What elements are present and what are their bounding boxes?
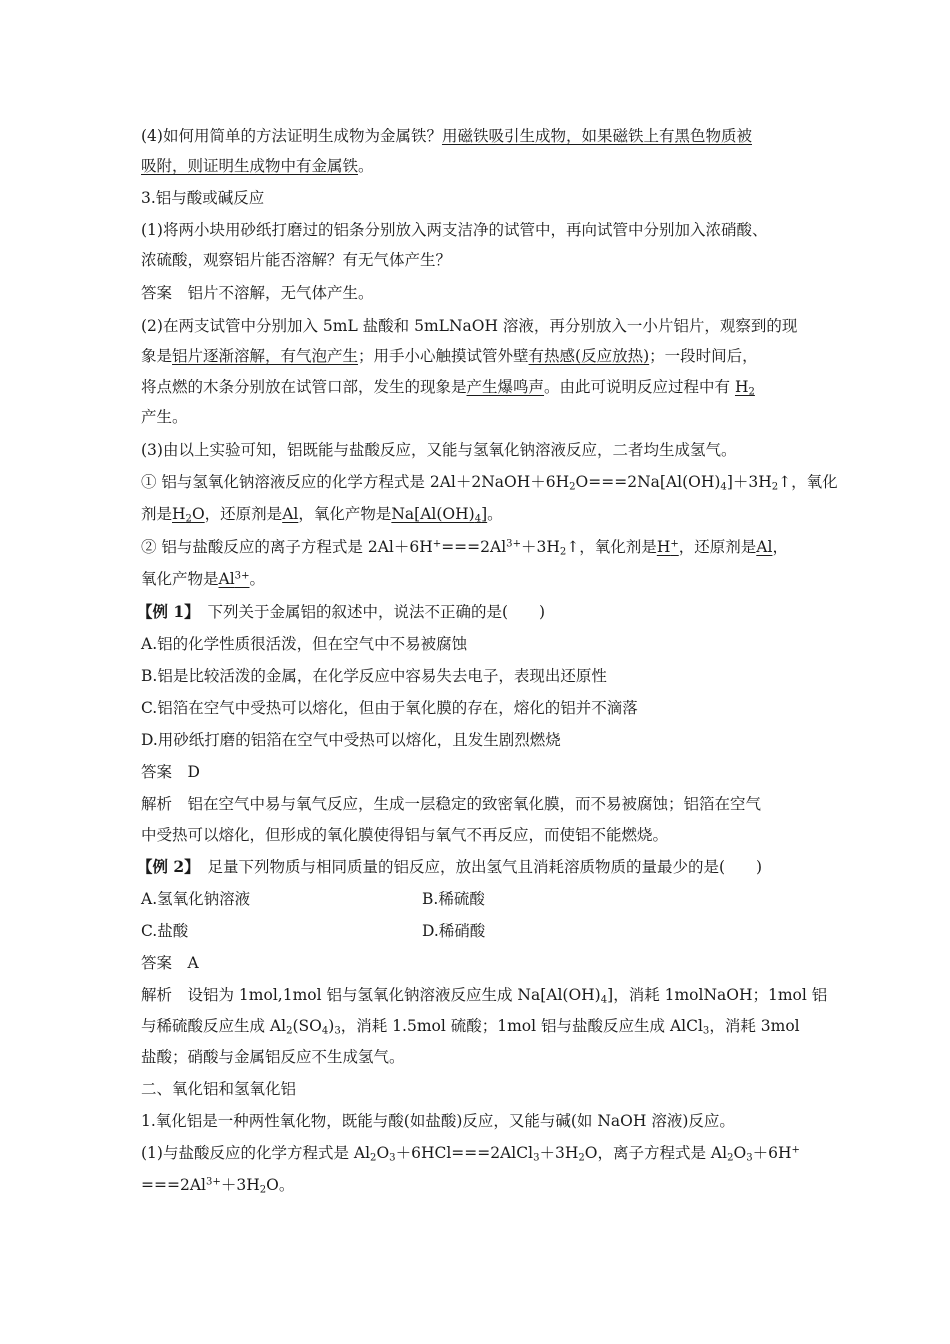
example-2-option-b: B.稀硫酸 — [422, 890, 485, 908]
q4-prefix: (4)如何用简单的方法证明生成物为金属铁？ — [141, 127, 442, 145]
text: 解析 设铝为 1mol,1mol 铝与氢氧化钠溶液反应生成 Na[Al(OH) — [141, 986, 601, 1004]
subscript: 3 — [334, 1025, 341, 1037]
text: Na[Al(OH) — [391, 505, 475, 523]
subscript: 2 — [370, 1152, 377, 1164]
s3q3-eq2-line-1 — [141, 537, 788, 557]
text: 足量下列物质与相同质量的铝反应，放出氢气且消耗溶质物质的量最少的是( ) — [191, 858, 763, 876]
subscript: 3 — [389, 1152, 396, 1164]
example-1-answer: 答案 D — [141, 763, 200, 781]
text: ＋3H — [220, 1176, 260, 1194]
subscript: 2 — [185, 513, 192, 525]
text: O。 — [266, 1176, 295, 1194]
subscript: 3 — [746, 1152, 753, 1164]
text: 下列关于金属铝的叙述中，说法不正确的是( ) — [191, 603, 546, 621]
s3q1-line-2: 浓硫酸，观察铝片能否溶解？有无气体产生？ — [141, 251, 452, 269]
answer-blank: 铝片逐渐溶解，有气泡产生 — [172, 347, 359, 365]
subscript: 2 — [748, 386, 755, 398]
q4-answer-underlined-cont: 吸附，则证明生成物中有金属铁 — [141, 157, 359, 175]
answer-blank: Al — [282, 505, 299, 523]
text: ] — [481, 505, 488, 523]
subscript: 4 — [321, 1025, 329, 1037]
text: O — [191, 505, 205, 523]
text: ]，消耗 1molNaOH；1mol 铝 — [607, 986, 828, 1004]
text: ===2Al — [141, 1176, 206, 1194]
example-2-answer: 答案 A — [141, 954, 199, 972]
s3q2-line-4: 产生。 — [141, 408, 188, 426]
text: O — [733, 1144, 747, 1162]
text: ② 铝与盐酸反应的离子方程式是 2Al＋6H — [141, 538, 433, 556]
text: ，消耗 1.5mol 硫酸；1mol 铝与盐酸反应生成 AlCl — [340, 1017, 703, 1035]
text: ＋6H — [752, 1144, 792, 1162]
subscript: 4 — [474, 513, 482, 525]
example-2-analysis-1 — [141, 985, 827, 1005]
superscript: + — [670, 538, 679, 550]
text: ===2Al — [441, 538, 507, 556]
text: ＋3H — [521, 538, 560, 556]
s3q2-line-2 — [141, 346, 758, 366]
s3q3-eq2-line-2 — [141, 569, 265, 589]
s3q1-answer: 答案 铝片不溶解，无气体产生。 — [141, 284, 374, 302]
text: 象是 — [141, 347, 173, 365]
text: ，消耗 3mol — [709, 1017, 800, 1035]
section-two-title: 二、氧化铝和氢氧化铝 — [141, 1080, 297, 1098]
q4-suffix: 。 — [358, 157, 374, 175]
text: ，氧化产物是 — [298, 505, 392, 523]
q4-line-2 — [141, 156, 374, 176]
text: O===2Na[Al(OH) — [575, 473, 721, 491]
text: H — [172, 505, 186, 523]
text: 。 — [249, 570, 266, 588]
text: ＋6HCl===2AlCl — [395, 1144, 534, 1162]
paragraph-1a-line-1 — [141, 1143, 800, 1163]
subscript: 2 — [771, 481, 779, 493]
text: 剂是 — [141, 505, 173, 523]
text: ↑，氧化剂是 — [566, 538, 657, 556]
text: ；一段时间后， — [649, 347, 758, 365]
answer-blank: Al — [756, 538, 773, 556]
subscript: 3 — [533, 1152, 540, 1164]
text: O，离子方程式是 Al — [584, 1144, 728, 1162]
subscript: 2 — [569, 481, 576, 493]
example-1-option-b: B.铝是比较活泼的金属，在化学反应中容易失去电子，表现出还原性 — [141, 667, 607, 685]
answer-blank — [172, 505, 205, 523]
subscript: 4 — [600, 994, 608, 1006]
superscript: 3+ — [234, 570, 250, 582]
text: ↑，氧化 — [778, 473, 838, 491]
q4-answer-underlined: 用磁铁吸引生成物，如果磁铁上有黑色物质被 — [441, 127, 752, 145]
subscript: 3 — [702, 1025, 710, 1037]
subscript: 2 — [259, 1184, 267, 1196]
s3q1-line-1: (1)将两小块用砂纸打磨过的铝条分别放入两支洁净的试管中，再向试管中分别加入浓硝酸、 — [141, 221, 768, 239]
text: ) — [328, 1017, 335, 1035]
s3q3-eq1-line-2 — [141, 504, 503, 524]
example-2-option-a: A.氢氧化钠溶液 — [141, 890, 251, 908]
example-2-analysis-2 — [141, 1016, 800, 1036]
text: 。 — [487, 505, 503, 523]
superscript: + — [791, 1144, 800, 1156]
s3q3-eq1-line-1 — [141, 472, 838, 492]
subscript: 2 — [559, 546, 567, 558]
answer-blank — [219, 570, 250, 588]
example-2-tag: 【例 2】 — [137, 857, 192, 876]
text: 氧化产物是 — [141, 570, 219, 588]
text: ，还原剂是 — [204, 505, 283, 523]
answer-blank — [657, 538, 679, 556]
superscript: 3+ — [506, 538, 522, 550]
example-1-analysis-2: 中受热可以熔化，但形成的氧化膜使得铝与氧气不再反应，而使铝不能燃烧。 — [141, 826, 669, 844]
example-2-option-c: C.盐酸 — [141, 922, 189, 940]
subscript: 2 — [286, 1025, 293, 1037]
example-1-option-c: C.铝箔在空气中受热可以熔化，但由于氧化膜的存在，熔化的铝并不滴落 — [141, 699, 638, 717]
answer-blank: 产生爆鸣声 — [466, 378, 545, 396]
text: (1)与盐酸反应的化学方程式是 Al — [141, 1144, 371, 1162]
example-1-analysis-1: 解析 铝在空气中易与氧气反应，生成一层稳定的致密氧化膜，而不易被腐蚀；铝箔在空气 — [141, 795, 762, 813]
text: ＋3H — [539, 1144, 579, 1162]
text: 将点燃的木条分别放在试管口部，发生的现象是 — [141, 378, 467, 396]
text: H — [734, 378, 749, 396]
example-2-stem — [137, 857, 762, 877]
text: (SO — [292, 1017, 322, 1035]
q4-line-1 — [141, 126, 752, 146]
subscript: 4 — [720, 481, 727, 493]
example-1-option-a: A.铝的化学性质很活泼，但在空气中不易被腐蚀 — [141, 635, 468, 653]
text: H — [656, 538, 671, 556]
answer-blank — [391, 505, 487, 523]
text: 与稀硫酸反应生成 Al — [141, 1017, 287, 1035]
text: ① 铝与氢氧化钠溶液反应的化学方程式是 2Al＋2NaOH＋6H — [141, 473, 570, 491]
superscript: 3+ — [205, 1176, 221, 1188]
text: Al — [218, 570, 235, 588]
section-3-title: 3.铝与酸或碱反应 — [141, 189, 265, 207]
text: ；用手小心触摸试管外壁 — [358, 347, 529, 365]
text: O — [376, 1144, 390, 1162]
text: 。由此可说明反应过程中有 — [544, 378, 735, 396]
text: ，还原剂是 — [678, 538, 757, 556]
example-1-stem — [137, 602, 545, 622]
text: ， — [772, 538, 788, 556]
example-2-analysis-3: 盐酸；硝酸与金属铝反应不生成氢气。 — [141, 1048, 405, 1066]
example-1-tag: 【例 1】 — [137, 602, 192, 621]
superscript: + — [432, 538, 442, 550]
example-2-option-d: D.稀硝酸 — [422, 922, 486, 940]
text: ]＋3H — [726, 473, 772, 491]
paragraph-1: 1.氧化铝是一种两性氧化物，既能与酸(如盐酸)反应，又能与碱(如 NaOH 溶液)反应。 — [141, 1112, 735, 1130]
example-1-option-d: D.用砂纸打磨的铝箔在空气中受热可以熔化，且发生剧烈燃烧 — [141, 731, 561, 749]
s3q2-line-1: (2)在两支试管中分别加入 5mL 盐酸和 5mLNaOH 溶液，再分别放入一小片铝片，观察到的现 — [141, 317, 798, 335]
s3q2-line-3 — [141, 377, 755, 397]
subscript: 2 — [727, 1152, 734, 1164]
paragraph-1a-line-2 — [141, 1175, 294, 1195]
answer-blank — [735, 378, 755, 396]
subscript: 2 — [578, 1152, 585, 1164]
answer-blank: 有热感(反应放热) — [528, 347, 650, 365]
s3q3-line-1: (3)由以上实验可知，铝既能与盐酸反应，又能与氢氧化钠溶液反应，二者均生成氢气。 — [141, 441, 737, 459]
